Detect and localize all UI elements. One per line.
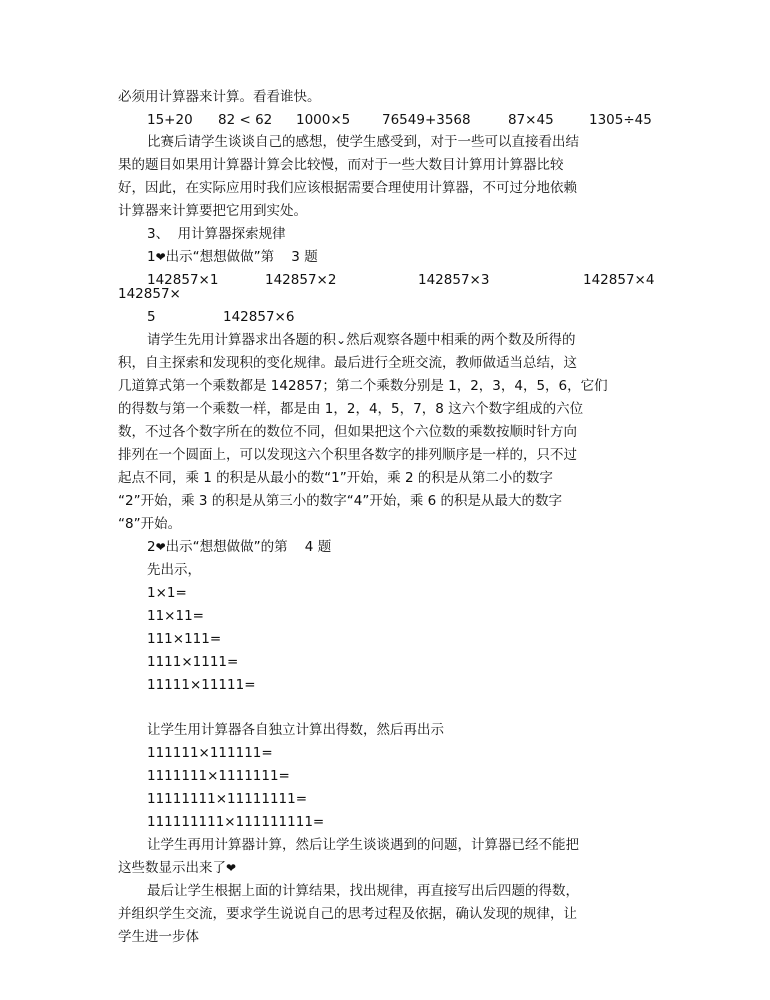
multiplication-item: 142857×3: [418, 272, 490, 288]
multiplication-item: 142857×4: [583, 272, 655, 288]
paragraph-line: 这些数显示出来了❤: [118, 860, 237, 876]
race-item: 87×45: [508, 112, 554, 128]
equation: 1111111×1111111=: [147, 768, 290, 784]
heart-icon: ❤: [226, 861, 237, 875]
multiplication-row: [0, 270, 770, 290]
multiplication-item: 142857×2: [265, 272, 337, 288]
paragraph-line: 必须用计算器来计算。看看谁快。: [118, 89, 321, 105]
paragraph-line: 比赛后请学生谈谈自己的感想，使学生感受到，对于一些可以直接看出结: [147, 134, 579, 150]
paragraph-line: 并组织学生交流，要求学生说说自己的思考过程及依据，确认发现的规律，让: [118, 906, 577, 922]
equation: 1×1=: [147, 585, 187, 601]
section-heading: 3、 用计算器探索规律: [147, 226, 286, 242]
equation: 1111×1111=: [147, 654, 239, 670]
paragraph-line: 学生进一步体: [118, 929, 199, 945]
equation: 111111111×111111111=: [147, 814, 325, 830]
paragraph-line: 请学生先用计算器求出各题的积⌄然后观察各题中相乘的两个数及所得的: [147, 332, 576, 348]
race-item: 82 < 62: [218, 112, 273, 128]
paragraph-line: “8”开始。: [118, 516, 182, 532]
paragraph-line: 让学生用计算器各自独立计算出得数，然后再出示: [147, 722, 444, 738]
item-heading: 2❤出示“想想做做”的第 4 题: [147, 539, 332, 555]
multiplication-item: 142857×: [118, 286, 181, 302]
paragraph-line: 计算器来计算要把它用到实处。: [118, 203, 307, 219]
heart-icon: ❤: [155, 540, 166, 554]
paragraph-line: 排列在一个圆面上，可以发现这六个积里各数字的排列顺序是一样的，只不过: [118, 447, 577, 463]
equation: 111111×111111=: [147, 745, 273, 761]
race-item: 76549+3568: [382, 112, 471, 128]
paragraph-line: 数，不过各个数字所在的数位不同，但如果把这个六位数的乘数按顺时针方向: [118, 424, 577, 440]
race-item: 1000×5: [296, 112, 351, 128]
paragraph-line: “2”开始，乘 3 的积是从第三小的数字“4”开始，乘 6 的积是从最大的数字: [118, 493, 562, 509]
race-item: 15+20: [147, 112, 193, 128]
equation: 11×11=: [147, 608, 204, 624]
paragraph-line: 果的题目如果用计算器计算会比较慢，而对于一些大数目计算用计算器比较: [118, 157, 564, 173]
paragraph-line: 最后让学生根据上面的计算结果，找出规律，再直接写出后四题的得数，: [147, 883, 579, 899]
race-item: 1305÷45: [589, 112, 652, 128]
heart-icon: ❤: [155, 250, 166, 264]
chevron-down-icon: ⌄: [336, 333, 347, 347]
paragraph-line: 让学生再用计算器计算，然后让学生谈谈遇到的问题，计算器已经不能把: [147, 837, 579, 853]
paragraph-line: 起点不同，乘 1 的积是从最小的数“1”开始，乘 2 的积是从第二小的数字: [118, 470, 553, 486]
paragraph-line: 几道算式第一个乘数都是 142857；第二个乘数分别是 1，2，3，4，5，6，它们: [118, 378, 608, 394]
multiplication-item: 5: [147, 309, 156, 325]
equation: 11111×11111=: [147, 677, 256, 693]
paragraph-line: 先出示，: [147, 562, 201, 578]
multiplication-item: 142857×1: [147, 272, 219, 288]
paragraph-line: 的得数与第一个乘数一样，都是由 1，2，4，5，7，8 这六个数字组成的六位: [118, 401, 584, 417]
item-heading: 1❤出示“想想做做”第 3 题: [147, 249, 318, 265]
equation: 111×111=: [147, 631, 222, 647]
paragraph-line: 好，因此，在实际应用时我们应该根据需要合理使用计算器，不可过分地依赖: [118, 180, 577, 196]
equation: 11111111×11111111=: [147, 791, 308, 807]
race-problems-row: [0, 110, 770, 130]
multiplication-item: 142857×6: [223, 309, 295, 325]
paragraph-line: 积，自主探索和发现积的变化规律。最后进行全班交流，教师做适当总结，这: [118, 355, 577, 371]
multiplication-row: [0, 307, 770, 327]
